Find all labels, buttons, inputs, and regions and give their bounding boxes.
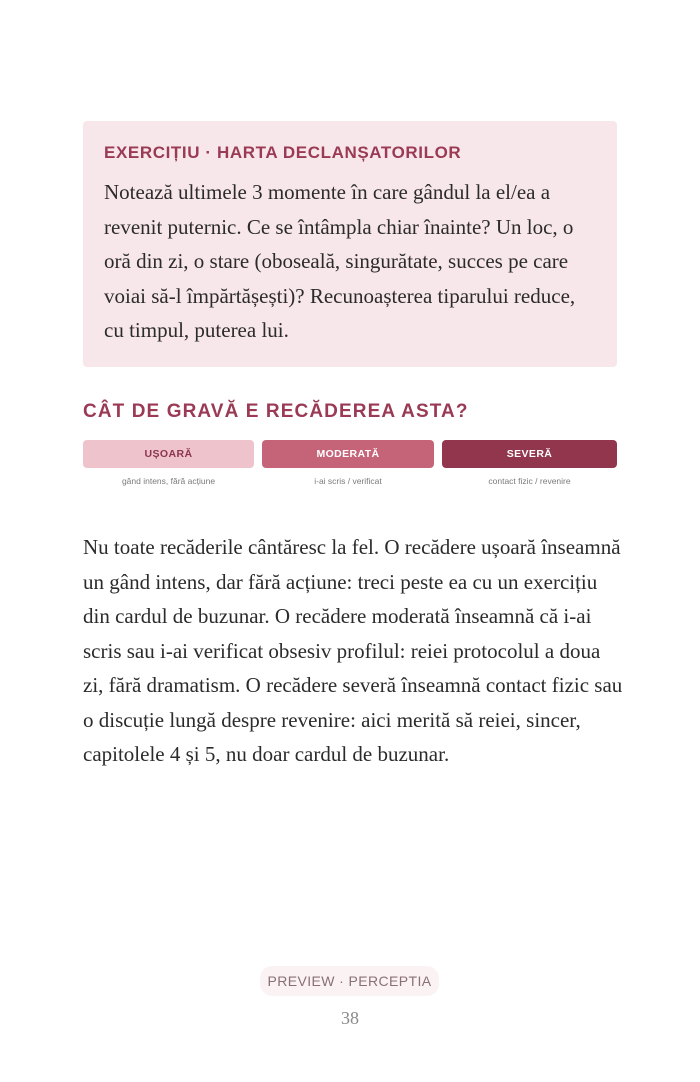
severity-level-mild: UȘOARĂ xyxy=(83,440,254,468)
severity-title: CÂT DE GRAVĂ E RECĂDEREA ASTA? xyxy=(83,401,469,422)
exercise-text: Notează ultimele 3 momente în care gândul la el/ea a revenit puternic. Ce se întâmpla chiar înainte? Un loc, o oră din zi, o stare (oboseală, singurătate, succes pe care voiai să-l împărtășești)? Recunoașterea tiparului reduce, cu timpul, puterea lui. xyxy=(104,180,576,342)
severity-level-severe: SEVERĂ xyxy=(442,440,617,468)
exercise-title: EXERCIȚIU · HARTA DECLANȘATORILOR xyxy=(104,143,462,162)
exercise-box xyxy=(83,121,617,367)
footer-tag: PREVIEW · PERCEPTIA xyxy=(260,966,439,996)
severity-desc-severe: contact fizic / revenire xyxy=(488,476,571,486)
severity-level-moderate: MODERATĂ xyxy=(262,440,434,468)
body-paragraph: Nu toate recăderile cântăresc la fel. O recădere ușoară înseamnă un gând intens, dar fără acțiune: treci peste ea cu un exercițiu din cardul de buzunar. O recădere moderată înseamnă că i-ai scris sau i-ai verificat obsesiv profilul: reiei protocolul a doua zi, fără dramatism. O recădere severă înseamnă contact fizic sau o discuție lungă despre revenire: aici merită să reiei, sincer, capitolele 4 și 5, nu doar cardul de buzunar. xyxy=(83,535,623,766)
severity-scale xyxy=(83,440,617,490)
severity-desc-mild: gând intens, fără acțiune xyxy=(121,476,216,486)
page-number: 38 xyxy=(341,1008,359,1028)
severity-desc-moderate: i-ai scris / verificat xyxy=(314,476,382,486)
